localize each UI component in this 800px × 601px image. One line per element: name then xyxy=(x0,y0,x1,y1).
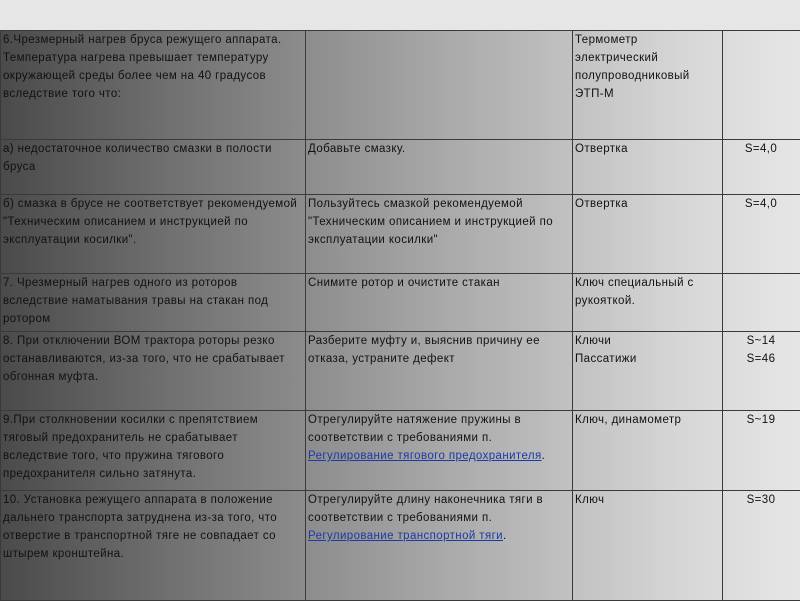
cause-cell: 9.При столкновении косилки с препятствием тяговый предохранитель не срабатывает вследствие того, что пружина тягового предохранителя сильно затянута. xyxy=(1,411,306,491)
remedy-end: . xyxy=(503,530,507,542)
remedy-text: Отрегулируйте натяжение пружины в соответствии с требованиями п. xyxy=(308,414,521,444)
size-cell xyxy=(723,332,800,411)
table-row xyxy=(1,274,800,332)
table-row xyxy=(1,332,800,411)
troubleshooting-table xyxy=(0,30,800,601)
table-row xyxy=(1,140,800,195)
cause-cell: 10. Установка режущего аппарата в положение дальнего транспорта затруднена из-за того, что отверстие в транспортной тяге не совпадает со штырем кронштейна. xyxy=(1,491,306,601)
remedy-end: . xyxy=(542,450,546,462)
tool-cell: Ключ, динамометр xyxy=(573,411,723,491)
tool-cell xyxy=(573,332,723,411)
remedy-cell xyxy=(306,491,573,601)
size-cell: S=4,0 xyxy=(723,140,800,195)
remedy-cell: Добавьте смазку. xyxy=(306,140,573,195)
cause-cell: а) недостаточное количество смазки в полости бруса xyxy=(1,140,306,195)
adjust-draft-fuse-link[interactable]: Регулирование тягового предохранителя xyxy=(308,450,542,462)
remedy-cell: Разберите муфту и, выяснив причину ее отказа, устраните дефект xyxy=(306,332,573,411)
size-cell xyxy=(723,31,800,140)
table-row xyxy=(1,411,800,491)
tool-line: Пассатижи xyxy=(575,350,719,368)
tool-cell: Ключ xyxy=(573,491,723,601)
table-row xyxy=(1,31,800,140)
size-line: S=46 xyxy=(725,350,797,368)
size-cell: S=4,0 xyxy=(723,195,800,274)
tool-cell: Отвертка xyxy=(573,140,723,195)
size-cell: S~19 xyxy=(723,411,800,491)
table-row xyxy=(1,491,800,601)
size-cell xyxy=(723,274,800,332)
size-line: S~14 xyxy=(725,332,797,350)
adjust-transport-rod-link[interactable]: Регулирование транспортной тяги xyxy=(308,530,503,542)
cause-cell: 6.Чрезмерный нагрев бруса режущего аппарата. Температура нагрева превышает температуру окружающей среды более чем на 40 градусов вследствие того что: xyxy=(1,31,306,140)
tool-cell: Термометр электрический полупроводниковый ЭТП-М xyxy=(573,31,723,140)
cause-cell: б) смазка в брусе не соответствует рекомендуемой "Техническим описанием и инструкцией по эксплуатации косилки". xyxy=(1,195,306,274)
tool-cell: Ключ специальный с рукояткой. xyxy=(573,274,723,332)
remedy-cell xyxy=(306,411,573,491)
tool-cell: Отвертка xyxy=(573,195,723,274)
remedy-cell: Пользуйтесь смазкой рекомендуемой "Техническим описанием и инструкцией по эксплуатации косилки" xyxy=(306,195,573,274)
size-cell: S=30 xyxy=(723,491,800,601)
cause-cell: 8. При отключении ВОМ трактора роторы резко останавливаются, из-за того, что не срабатывает обгонная муфта. xyxy=(1,332,306,411)
tool-line: Ключи xyxy=(575,332,719,350)
remedy-text: Отрегулируйте длину наконечника тяги в соответствии с требованиями п. xyxy=(308,494,543,524)
top-margin xyxy=(0,0,800,30)
remedy-cell: Снимите ротор и очистите стакан xyxy=(306,274,573,332)
table-row xyxy=(1,195,800,274)
cause-cell: 7. Чрезмерный нагрев одного из роторов вследствие наматывания травы на стакан под ротором xyxy=(1,274,306,332)
remedy-cell xyxy=(306,31,573,140)
